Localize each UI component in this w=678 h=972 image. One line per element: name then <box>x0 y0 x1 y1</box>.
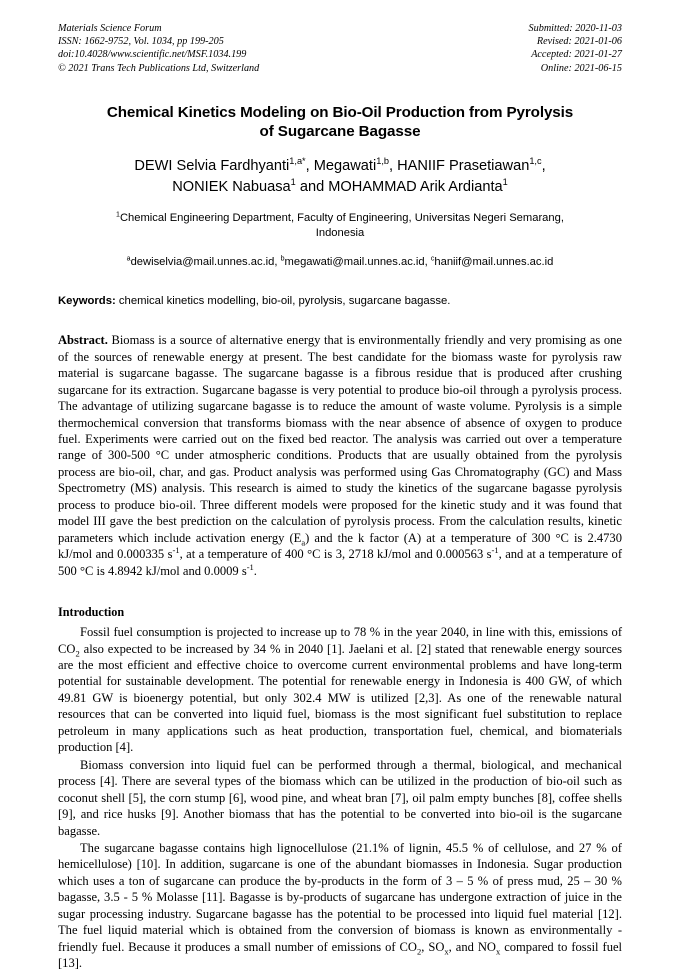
email-marker: c <box>430 255 435 263</box>
intro-paragraph-2 <box>58 757 622 839</box>
intro-paragraph-1 <box>58 624 622 756</box>
email-separator: , <box>274 255 281 268</box>
abstract-text-part-1: Biomass is a source of alternative energy that is environmentally friendly and very promising as one of the sources of renewable energy at present. The best candidate for the biomass waste for pyrolysis raw material is sugarcane bagasse. The sugarcane bagasse is a fibrous residue that is produced after crushing sugarcane for its extraction. Sugarcane bagasse is very potential to produce bio-oil through a pyrolysis process. The advantage of utilizing sugarcane bagasse is to reduce the amount of waste volume. Pyrolysis is a simple thermochemical conversion that transforms biomass with the near absence of absence of oxygen to produce fuel. Experiments were carried out on the fixed bed reactor. The analysis was carried out over a temperature range of 300-500 °C under atmospheric conditions. Products that are usually obtained from the pyrolysis process are bio-oil, char, and gas. Product analysis was performed using Gas Chromatography (GC) and Mass Spectrometry (MS) analysis. This research is aimed to study the kinetics of the sugarcane bagasse pyrolysis process to produce bio-oil. Three different models were proposed for the kinetic study and it was found that model III gave the best prediction on the calculation of pyrolysis process. From the calculation results, kinetic parameters which include activation energy (E <box>58 333 622 545</box>
intro-p3-text-b: , SO <box>421 939 445 954</box>
author-separator: , <box>389 157 398 174</box>
intro-paragraph-3 <box>58 840 622 972</box>
keywords-label: Keywords: <box>58 295 116 308</box>
abstract-sup-2: -1 <box>491 545 499 556</box>
author-affiliation-marker: 1,b <box>376 155 389 166</box>
journal-issn-volume: ISSN: 1662-9752, Vol. 1034, pp 199-205 <box>58 36 224 48</box>
affiliation-line-2: Indonesia <box>315 227 365 240</box>
date-revised: Revised: 2021-01-06 <box>536 36 622 48</box>
email-address[interactable]: haniif@mail.unnes.ac.id <box>434 255 554 268</box>
abstract-label: Abstract. <box>58 333 108 348</box>
section-heading-introduction: Introduction <box>58 605 125 620</box>
intro-p3-sub-sox: x <box>444 946 449 957</box>
email-address[interactable]: megawati@mail.unnes.ac.id <box>284 255 425 268</box>
email-separator: , <box>424 255 431 268</box>
abstract-sub-ea: a <box>301 537 306 548</box>
journal-doi[interactable]: doi:10.4028/www.scientific.net/MSF.1034.199 <box>58 49 247 61</box>
abstract-text-part-4: , and at a temperature of 500 °C is 4.8942 kJ/mol and 0.0009 s <box>58 547 623 578</box>
intro-p1-sub-co2: 2 <box>75 648 80 659</box>
intro-p3-text-d: compared to fossil fuel [13]. <box>58 939 623 971</box>
author-name: MOHAMMAD Arik Ardianta <box>328 178 503 195</box>
intro-p3-text-c: , and NO <box>448 939 496 954</box>
author-emails <box>58 255 622 271</box>
journal-header-left <box>58 22 259 75</box>
author-list <box>58 156 622 198</box>
journal-copyright: © 2021 Trans Tech Publications Ltd, Switzerland <box>58 62 260 74</box>
journal-header <box>58 22 622 75</box>
author-separator: , <box>541 157 546 174</box>
abstract-text-part-5: . <box>253 563 257 578</box>
page-title <box>58 103 622 142</box>
affiliation <box>58 211 622 242</box>
journal-header-right <box>529 22 622 75</box>
author-name: NONIEK Nabuasa <box>172 178 291 195</box>
author-name: Megawati <box>313 157 377 174</box>
abstract-sup-1: -1 <box>172 545 180 556</box>
affiliation-marker: 1 <box>116 211 120 219</box>
email-marker: a <box>126 255 131 263</box>
journal-name: Materials Science Forum <box>58 23 162 34</box>
date-online: Online: 2021-06-15 <box>540 62 622 74</box>
author-name: DEWI Selvia Fardhyanti <box>134 157 290 174</box>
email-marker: b <box>280 255 285 263</box>
keywords-line <box>58 294 622 309</box>
title-line-2: of Sugarcane Bagasse <box>259 123 421 141</box>
intro-p3-text-a: The sugarcane bagasse contains high lignocellulose (21.1% of lignin, 45.5 % of cellulose, and 27 % of hemicellulose) [10]. In addition, sugarcane is one of the abundant biomasses in Indonesia. Sugar production which uses a ton of sugarcane can produce the by-products in the form of 3 – 5 % of press mud, 25 – 30 % bagasse, 3.5 - 5 % Molasse [11]. Bagasse is by-products of sugarcane has undergone extraction of juice in the sugar processing industry. Sugarcane bagasse has the potential to be processed into liquid fuel material [12]. The fuel liquid material which is obtained from the conversion of biomass is known as environmentally - friendly fuel. Because it produces a small number of emissions of CO <box>58 841 622 954</box>
email-address[interactable]: dewiselvia@mail.unnes.ac.id <box>130 255 275 268</box>
title-line-1: Chemical Kinetics Modeling on Bio-Oil Production from Pyrolysis <box>106 103 574 121</box>
author-affiliation-marker: 1,c <box>529 155 542 166</box>
author-name: HANIIF Prasetiawan <box>397 157 530 174</box>
intro-p2-text: Biomass conversion into liquid fuel can be performed through a thermal, biological, and mechanical process [4]. There are several types of the biomass which can be utilized in the production of bio-oil such as coconut shell [5], the corn stump [6], wood pine, and wheat bran [7], oil palm empty bunches [8], coffee shells [9], and rice husks [9]. Another biomass that has the potential to be converted into bio-oil is the sugarcane bagasse. <box>58 757 622 838</box>
author-affiliation-marker: 1 <box>290 176 296 187</box>
intro-p1-text-b: also expected to be increased by 34 % in 2040 [1]. Jaelani et al. [2] stated that renewable energy sources are the most efficient and effective choice to overcome current environmental problems and have long-term potential for sustainable development. The potential for renewable energy in Indonesia is 400 GW, of which 49.81 GW is bioenergy potential, but only 302.4 MW is utilized [2,3]. As one of the renewable natural resources that can be converted into liquid fuel, biomass is the most significant fuel substitution to replace petroleum in many applications such as heat production, transportation fuel, chemical, and biomaterials production [4]. <box>58 641 622 755</box>
abstract-paragraph <box>58 332 622 579</box>
affiliation-line-1: Chemical Engineering Department, Faculty of Engineering, Universitas Negeri Semarang, <box>119 211 564 224</box>
intro-p1-text-a: Fossil fuel consumption is projected to increase up to 78 % in the year 2040, in line with this, emissions of CO <box>58 625 622 656</box>
author-separator: , <box>305 157 314 174</box>
abstract-text-part-2: ) and the k factor (A) at a temperature of 300 °C is 2.4730 kJ/mol and 0.000335 s <box>58 530 622 562</box>
author-affiliation-marker: 1,a* <box>289 155 306 166</box>
intro-p3-sub-nox: x <box>495 946 501 957</box>
intro-p3-sub-co2: 2 <box>416 946 422 957</box>
author-affiliation-marker: 1 <box>502 176 508 187</box>
date-submitted: Submitted: 2020-11-03 <box>528 23 622 34</box>
author-separator: and <box>295 178 329 195</box>
abstract-text-part-3: , at a temperature of 400 °C is 3, 2718 kJ/mol and 0.000563 s <box>179 547 492 562</box>
keywords-text: chemical kinetics modelling, bio-oil, pyrolysis, sugarcane bagasse. <box>115 295 451 308</box>
date-accepted: Accepted: 2021-01-27 <box>531 49 622 61</box>
abstract-sup-3: -1 <box>246 561 254 572</box>
